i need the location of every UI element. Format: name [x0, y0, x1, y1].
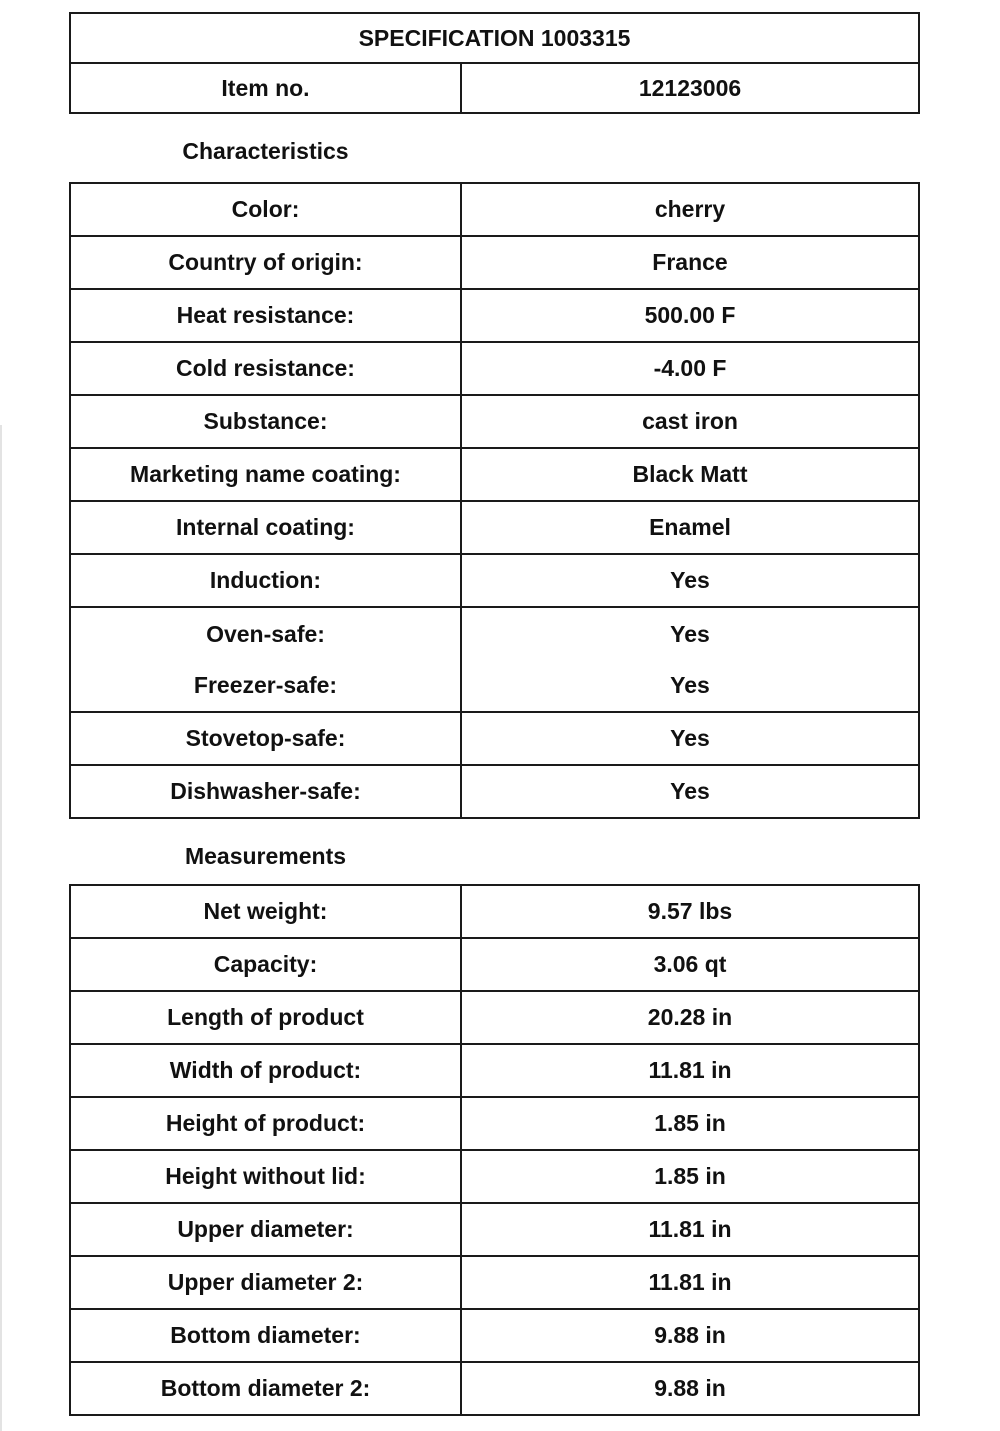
- row-label: Internal coating:: [70, 501, 461, 554]
- row-label: Oven-safe:: [206, 620, 325, 647]
- row-value: Yes: [670, 620, 710, 647]
- item-number-value: 12123006: [461, 63, 919, 113]
- specification-title-row: [70, 13, 919, 63]
- table-row: [70, 1044, 919, 1097]
- table-row: [70, 554, 919, 607]
- row-value: Yes: [461, 554, 919, 607]
- row-label: Length of product: [70, 991, 461, 1044]
- row-label: Bottom diameter:: [70, 1309, 461, 1362]
- row-label: Upper diameter:: [70, 1203, 461, 1256]
- table-row: [70, 1256, 919, 1309]
- measurements-heading: Measurements: [184, 843, 347, 869]
- row-label: Color:: [70, 183, 461, 236]
- row-value: cherry: [461, 183, 919, 236]
- table-row: [70, 342, 919, 395]
- row-value: Yes: [461, 712, 919, 765]
- table-row: [70, 1203, 919, 1256]
- measurements-table: [69, 884, 920, 1416]
- row-value: 9.88 in: [461, 1362, 919, 1415]
- row-value: 1.85 in: [461, 1150, 919, 1203]
- table-row: [70, 1097, 919, 1150]
- table-row: [70, 1362, 919, 1415]
- table-row: [70, 1150, 919, 1203]
- row-value: -4.00 F: [461, 342, 919, 395]
- table-row: [70, 236, 919, 289]
- row-label: Freezer-safe:: [193, 671, 338, 698]
- row-label-pair: [70, 607, 461, 712]
- row-label: Dishwasher-safe:: [70, 765, 461, 818]
- row-label: Height of product:: [70, 1097, 461, 1150]
- row-label: Capacity:: [70, 938, 461, 991]
- item-number-row: [70, 63, 919, 113]
- specification-title: SPECIFICATION 1003315: [70, 13, 919, 63]
- row-label: Height without lid:: [70, 1150, 461, 1203]
- item-number-label: Item no.: [70, 63, 461, 113]
- row-value: 11.81 in: [461, 1256, 919, 1309]
- table-row: [70, 501, 919, 554]
- row-label: Country of origin:: [70, 236, 461, 289]
- table-row: [70, 712, 919, 765]
- row-label: Width of product:: [70, 1044, 461, 1097]
- table-row: [70, 289, 919, 342]
- row-value: cast iron: [461, 395, 919, 448]
- row-label: Net weight:: [70, 885, 461, 938]
- row-value-pair: [461, 607, 919, 712]
- row-label: Cold resistance:: [70, 342, 461, 395]
- table-row: [70, 448, 919, 501]
- row-label: Heat resistance:: [70, 289, 461, 342]
- table-row: [70, 765, 919, 818]
- row-value: 11.81 in: [461, 1203, 919, 1256]
- row-value: France: [461, 236, 919, 289]
- table-row: [70, 938, 919, 991]
- table-row: [70, 395, 919, 448]
- row-value: 9.57 lbs: [461, 885, 919, 938]
- table-row: [70, 991, 919, 1044]
- row-label: Upper diameter 2:: [70, 1256, 461, 1309]
- table-row: [70, 607, 919, 712]
- row-label: Substance:: [70, 395, 461, 448]
- row-value: Black Matt: [461, 448, 919, 501]
- table-row: [70, 1309, 919, 1362]
- table-row: [70, 183, 919, 236]
- row-value: Yes: [670, 671, 710, 698]
- row-label: Marketing name coating:: [70, 448, 461, 501]
- row-value: 11.81 in: [461, 1044, 919, 1097]
- row-label: Stovetop-safe:: [70, 712, 461, 765]
- row-value: 9.88 in: [461, 1309, 919, 1362]
- characteristics-heading: Characteristics: [182, 138, 349, 164]
- row-value: 500.00 F: [461, 289, 919, 342]
- row-value: 1.85 in: [461, 1097, 919, 1150]
- row-value: 20.28 in: [461, 991, 919, 1044]
- characteristics-table: [69, 182, 920, 819]
- row-value: 3.06 qt: [461, 938, 919, 991]
- row-value: Enamel: [461, 501, 919, 554]
- table-row: [70, 885, 919, 938]
- row-label: Induction:: [70, 554, 461, 607]
- row-label: Bottom diameter 2:: [70, 1362, 461, 1415]
- row-value: Yes: [461, 765, 919, 818]
- specification-header-table: [69, 12, 920, 114]
- page-edge-line: [0, 425, 2, 1431]
